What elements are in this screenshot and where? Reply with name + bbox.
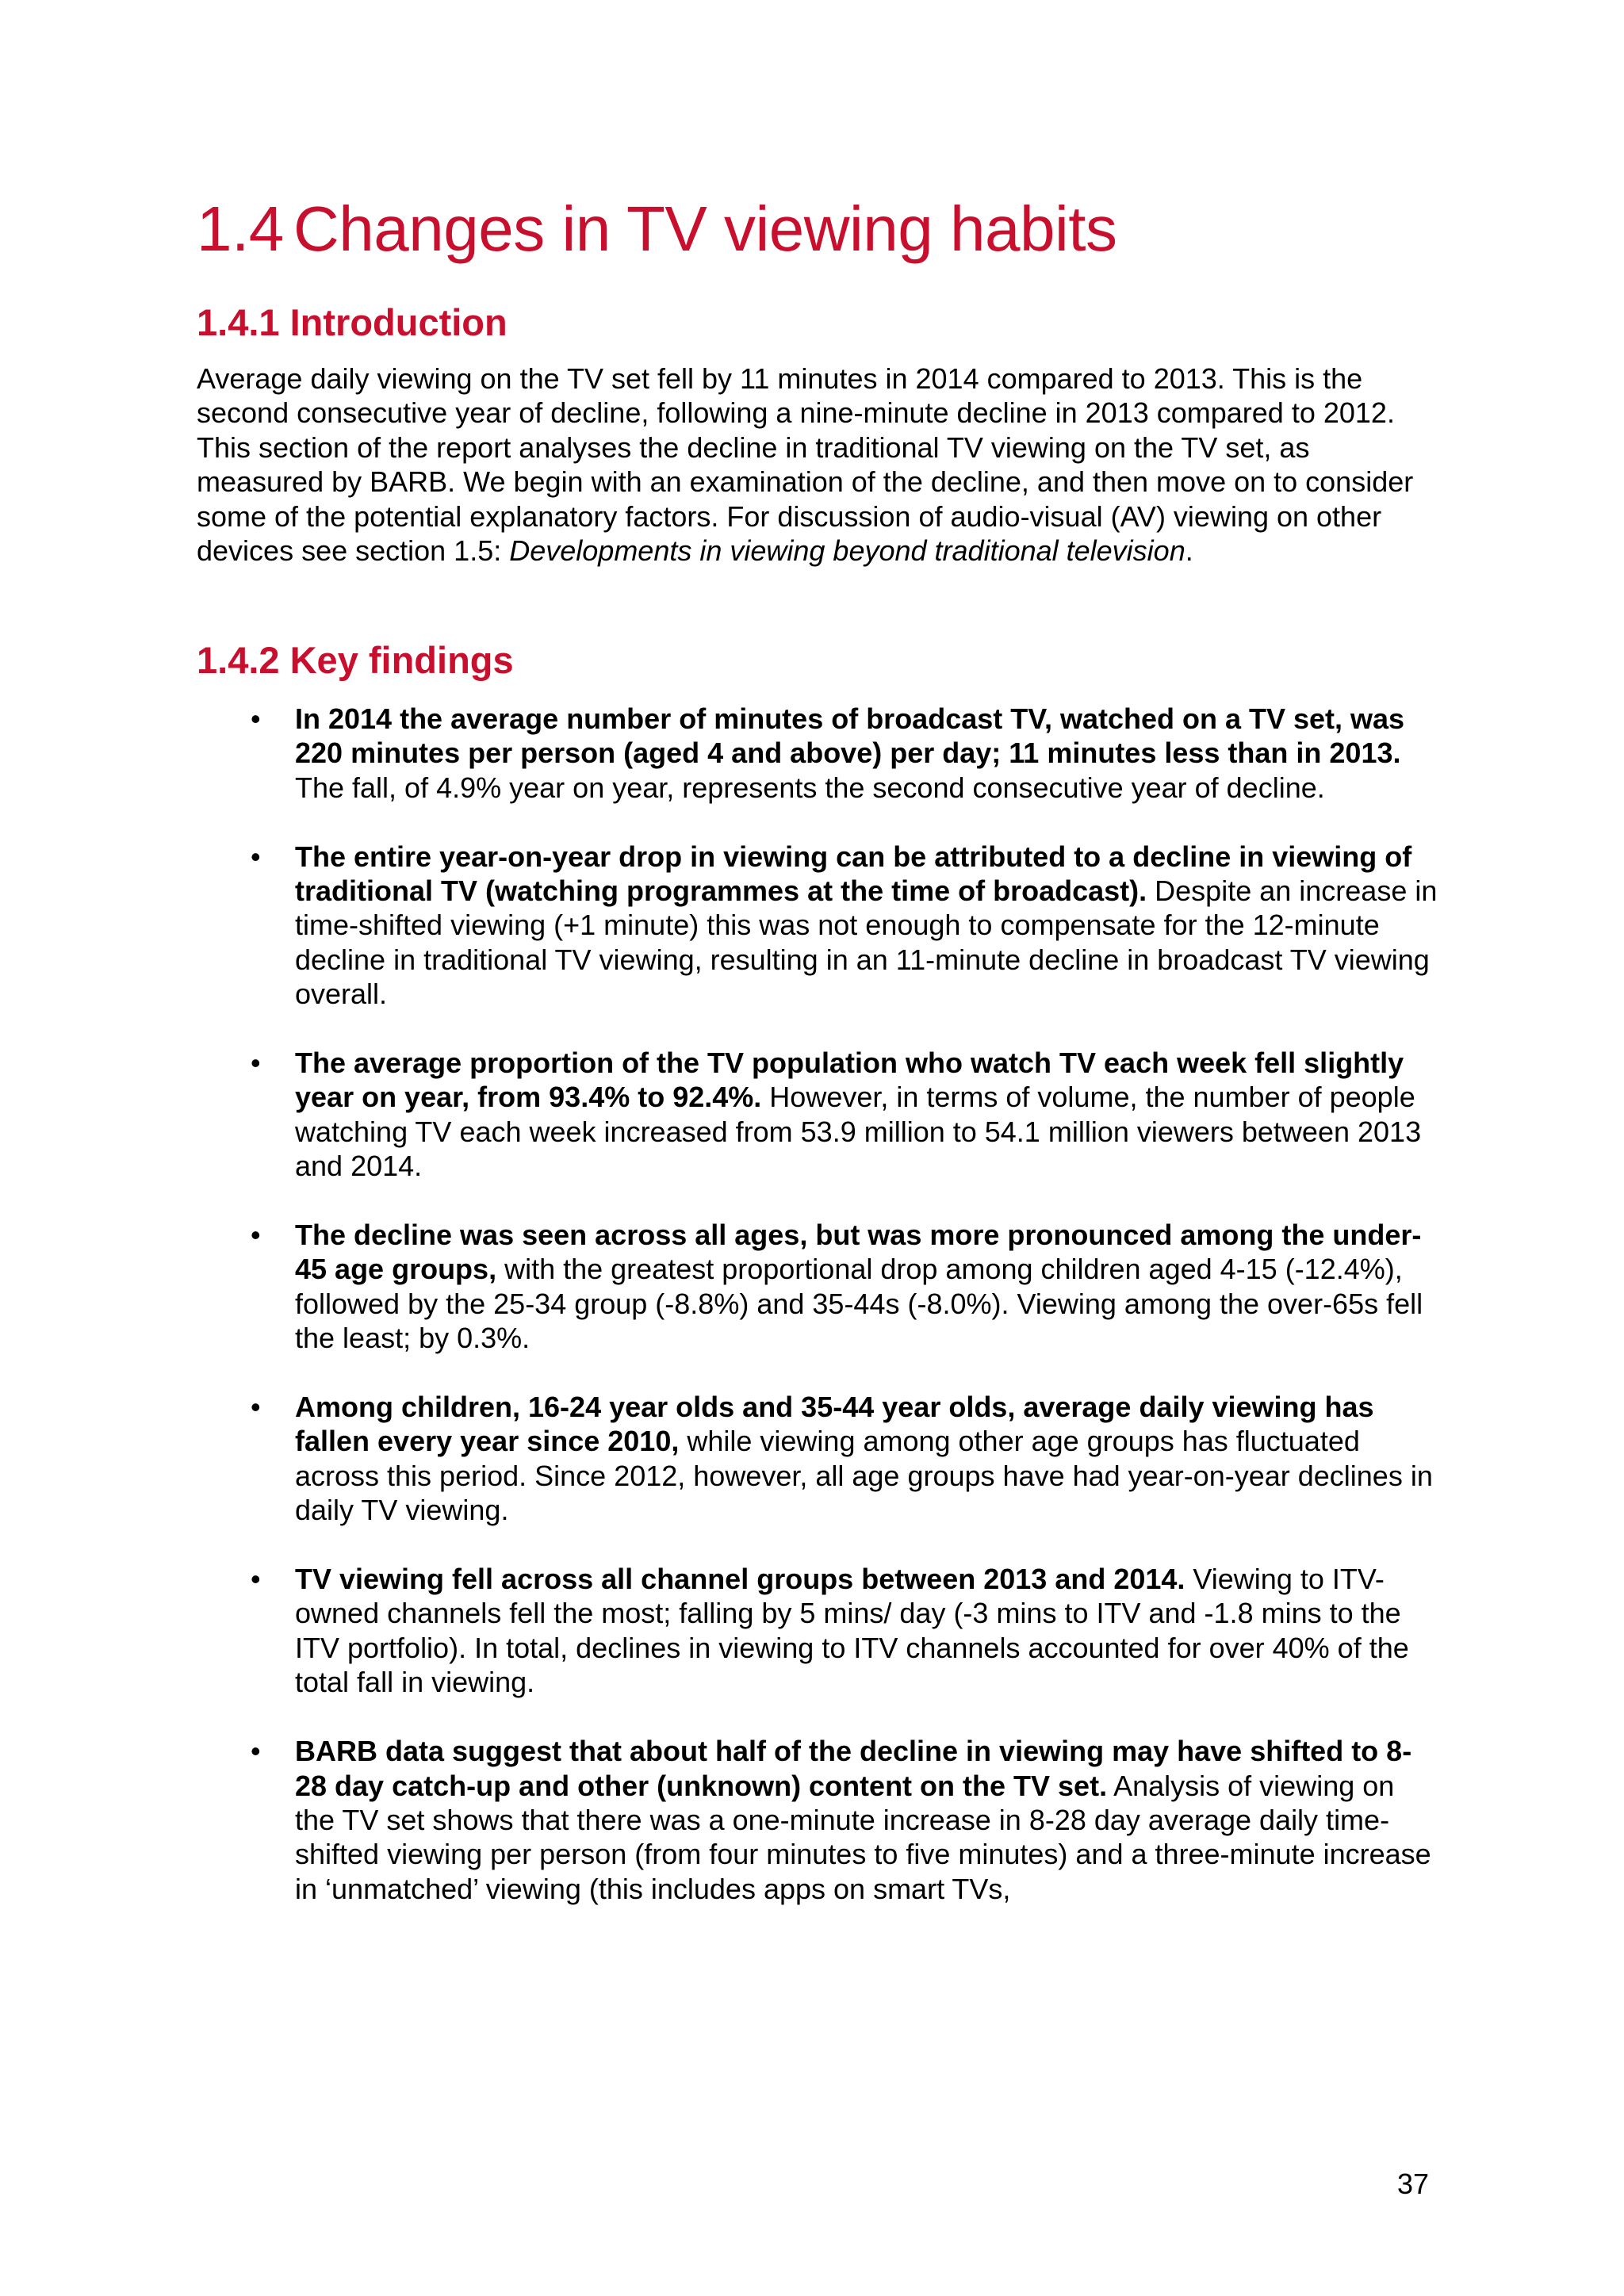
page-title-number: 1.4 [197, 193, 284, 264]
key-findings-list [197, 702, 1442, 1941]
finding-detail: Viewing to ITV-owned channels fell the most; falling by 5 mins/ day (-3 mins to ITV and -1.8 mins to the ITV portfolio). In total, declines in viewing to ITV channels accounted for over 40% of the total fall in viewing. [295, 1563, 1409, 1699]
finding-detail: Analysis of viewing on the TV set shows that there was a one-minute increase in 8-28 day average daily time-shifted viewing per person (from four minutes to five minutes) and a three-minute increase in ‘unmatched’ viewing (this includes apps on smart TVs, [295, 1769, 1431, 1905]
finding-detail: The fall, of 4.9% year on year, represents the second consecutive year of decline. [295, 771, 1325, 804]
finding-lead: In 2014 the average number of minutes of broadcast TV, watched on a TV set, was 220 minutes per person (aged 4 and above) per day; 11 minutes less than in 2013. [295, 702, 1405, 770]
key-finding-item [197, 840, 1442, 1012]
key-finding-item [197, 1734, 1442, 1906]
bullet-icon: • [251, 702, 261, 735]
finding-detail: However, in terms of volume, the number of people watching TV each week increased from 53.9 million to 54.1 million viewers between 2013 and 2014. [295, 1081, 1422, 1183]
section-title: Introduction [289, 301, 508, 343]
key-finding-item [197, 1390, 1442, 1528]
intro-end: . [1185, 534, 1193, 568]
finding-detail: Despite an increase in time-shifted viewing (+1 minute) this was not enough to compensate for the 12-minute decline in traditional TV viewing, resulting in an 11-minute decline in broadcast TV viewing overall. [295, 874, 1438, 1011]
intro-text: Average daily viewing on the TV set fell by 11 minutes in 2014 compared to 2013. This is the second consecutive year of decline, following a nine-minute decline in 2013 compared to 2012. This section of the report analyses the decline in traditional TV viewing on the TV set, as measured by BARB. We begin with an examination of the decline, and then move on to consider some of the potential explanatory factors. For discussion of audio-visual (AV) viewing on other devices see section 1.5: [197, 362, 1414, 568]
finding-lead: The decline was seen across all ages, but was more pronounced among the under-45 age groups, [295, 1219, 1422, 1286]
bullet-icon: • [251, 1219, 261, 1252]
section-title: Key findings [289, 639, 514, 681]
key-finding-item [197, 1218, 1442, 1356]
finding-lead: The entire year-on-year drop in viewing can be attributed to a decline in viewing of traditional TV (watching programmes at the time of broadcast). [295, 840, 1412, 908]
finding-lead: The average proportion of the TV population who watch TV each week fell slightly year on year, from 93.4% to 92.4%. [295, 1047, 1404, 1114]
bullet-icon: • [251, 1391, 261, 1424]
finding-detail: while viewing among other age groups has fluctuated across this period. Since 2012, however, all age groups have had year-on-year declines in daily TV viewing. [295, 1425, 1433, 1527]
page-number: 37 [1396, 2168, 1429, 2200]
section-heading-introduction [197, 301, 508, 344]
bullet-icon: • [251, 1563, 261, 1596]
bullet-icon: • [251, 1047, 261, 1080]
key-finding-item [197, 702, 1442, 805]
section-heading-key-findings [197, 639, 514, 682]
page-title-text: Changes in TV viewing habits [293, 193, 1117, 264]
intro-section-reference: Developments in viewing beyond traditional television [509, 534, 1185, 568]
key-finding-item [197, 1562, 1442, 1700]
finding-detail: with the greatest proportional drop among children aged 4-15 (-12.4%), followed by the 25-34 group (-8.8%) and 35-44s (-8.0%). Viewing among the over-65s fell the least; by 0.3%. [295, 1253, 1423, 1355]
section-number: 1.4.1 [197, 301, 280, 343]
section-number: 1.4.2 [197, 639, 280, 681]
intro-paragraph [197, 362, 1442, 568]
finding-lead: BARB data suggest that about half of the decline in viewing may have shifted to 8-28 day catch-up and other (unknown) content on the TV set. [295, 1735, 1412, 1802]
key-finding-item [197, 1046, 1442, 1184]
bullet-icon: • [251, 1735, 261, 1768]
finding-lead: TV viewing fell across all channel groups between 2013 and 2014. [295, 1563, 1185, 1596]
finding-lead: Among children, 16-24 year olds and 35-44 year olds, average daily viewing has fallen every year since 2010, [295, 1391, 1374, 1458]
page-title [197, 193, 1116, 266]
bullet-icon: • [251, 840, 261, 873]
